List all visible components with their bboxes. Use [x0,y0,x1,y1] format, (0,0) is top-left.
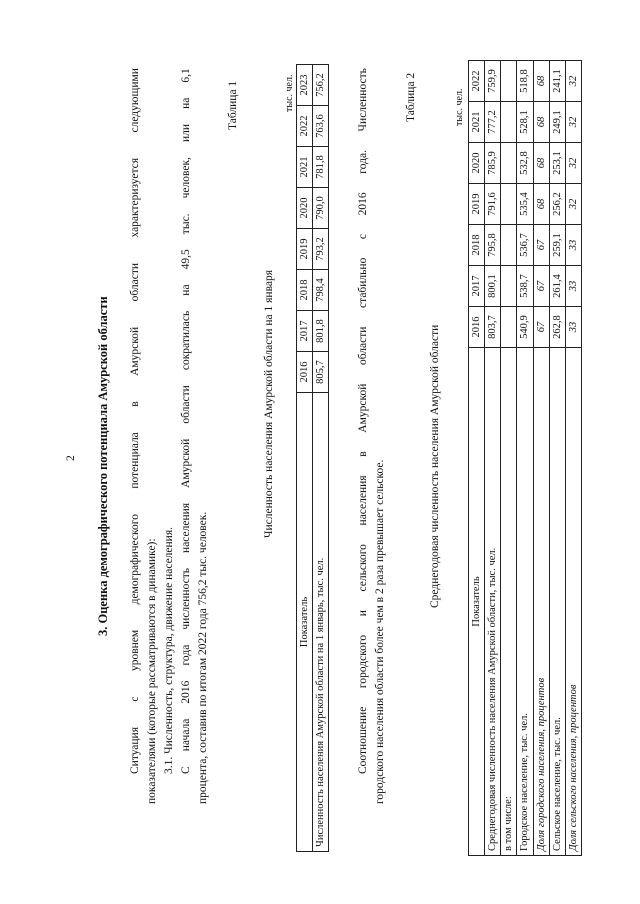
table-cell: 32 [565,143,581,184]
table-cell: 256,2 [549,184,565,225]
table-header-cell: 2022 [469,61,485,102]
table-row [533,61,549,856]
table-cell: 800,1 [485,266,501,307]
table-cell: 798,4 [313,270,329,311]
table1-unit: тыс. чел. [284,74,295,112]
table-header-cell: 2019 [297,229,313,270]
table-header-cell: 2023 [297,65,313,106]
table-cell: 528,1 [517,102,533,143]
table-cell: 756,2 [313,65,329,106]
table-cell [501,307,517,348]
intro-line4-w13: или [180,123,192,143]
table2-label: Таблица 2 [405,72,417,122]
table-cell: 536,7 [517,225,533,266]
table-header-cell: 2018 [297,270,313,311]
intro-line-3: 3.1. Численность, структура, движение населения. [163,527,175,774]
table-cell: 241,1 [549,61,565,102]
table-cell: 785,9 [485,143,501,184]
table-cell [501,266,517,307]
intro-line1-w3: демографического [129,514,141,605]
table-cell [501,102,517,143]
intro-line4-w4: численность [180,568,192,630]
para2-line1-w5: в [357,451,369,457]
table-cell: 262,8 [549,307,565,348]
table-cell: 67 [533,266,549,307]
intro-line4-w7: области [180,385,192,424]
table-row [565,61,581,856]
table-cell: 540,9 [517,307,533,348]
intro-line1-w5: в [129,401,141,407]
table-cell: 259,1 [549,225,565,266]
table-cell: 68 [533,184,549,225]
intro-line-4 [179,68,193,774]
intro-line4-w15: 6,1 [180,68,192,83]
table-cell: 805,7 [313,352,329,393]
intro-line4-w14: на [180,97,192,109]
intro-line4-w8: сократилась [180,310,192,371]
para2-line1-w10: 2016 [357,192,369,216]
table-cell: 32 [565,184,581,225]
table-header-cell: 2020 [297,188,313,229]
table-cell [501,143,517,184]
para2-line1-w4: населения [357,475,369,526]
table-cell: 67 [533,307,549,348]
table1 [296,64,329,852]
table-header-cell: 2022 [297,106,313,147]
table-cell: 68 [533,102,549,143]
table-cell: 538,7 [517,266,533,307]
intro-line-1 [128,68,142,774]
table-cell: 68 [533,143,549,184]
table2-unit: тыс. чел. [454,88,465,126]
table-cell [501,184,517,225]
table-cell: 518,8 [517,61,533,102]
table1-title: Численность населения Амурской области на 1 января [263,269,275,538]
table-cell: 777,2 [485,102,501,143]
table-cell [501,225,517,266]
para2-line1-w8: стабильно [357,257,369,308]
table-cell: 791,6 [485,184,501,225]
table-cell: Доля сельского населения, процентов [565,348,581,856]
table-header-cell: Показатель [469,348,485,856]
table-row [313,65,329,852]
table-header-cell: 2019 [469,184,485,225]
table-cell: 793,2 [313,229,329,270]
intro-line1-w6: Амурской [129,326,141,376]
table-header-cell: 2017 [297,311,313,352]
table-cell: 68 [533,61,549,102]
table-cell: 790,0 [313,188,329,229]
intro-line1-w1: с [129,696,141,702]
table-row [501,61,517,856]
intro-line4-w5: населения [180,502,192,553]
table-cell: 253,1 [549,143,565,184]
intro-line4-w9: на [180,284,192,296]
table-cell: Численность населения Амурской области на 1 январь, тыс. чел. [313,393,329,852]
table-cell: 33 [565,266,581,307]
table-cell: Среднегодовая численность населения Амурской области, тыс. чел. [485,348,501,856]
table-header-cell: 2021 [469,102,485,143]
para2-line1-w1: городского [357,634,369,689]
table-cell: 67 [533,225,549,266]
table-cell: Сельское население, тыс. чел. [549,348,565,856]
table2-title: Среднегодовая численность населения Амурской области [429,324,441,608]
table-header-row [297,65,313,852]
intro-line4-w3: года [180,644,192,666]
table-header-row [469,61,485,856]
table-row [485,61,501,856]
table-cell: 535,4 [517,184,533,225]
intro-line4-w6: Амурской [180,438,192,488]
table-cell: 781,8 [313,147,329,188]
table-header-cell: 2017 [469,266,485,307]
para2-line1-w0: Соотношение [357,706,369,774]
intro-line1-w2: уровнем [129,629,141,672]
table-cell: в том числе: [501,348,517,856]
para2-line1-w7: области [357,326,369,366]
intro-line-2: показателями (которые рассматриваются в динамике): [146,538,158,804]
table-cell: 261,4 [549,266,565,307]
table-cell [501,61,517,102]
table-cell: Доля городского населения, процентов [533,348,549,856]
table-header-cell: 2021 [297,147,313,188]
para2-line1-w6: Амурской [357,383,369,433]
para2-line-2: городского населения области более чем в 2 раза превышает сельское. [374,459,386,804]
table-cell: 249,1 [549,102,565,143]
intro-line4-w10: 49,5 [180,249,192,270]
table-cell: 759,9 [485,61,501,102]
intro-line1-w0: Ситуация [129,727,141,774]
table-row [517,61,533,856]
para2-line-1 [356,68,370,774]
table1-label: Таблица 1 [227,80,239,130]
table-cell: 803,7 [485,307,501,348]
intro-line1-w9: следующими [129,68,141,133]
table-cell: 33 [565,307,581,348]
intro-line-5: процента, составив по итогам 2022 года 756,2 тыс. человек. [197,511,209,804]
intro-line1-w8: характеризуется [129,157,141,238]
para2-line1-w3: сельского [357,544,369,592]
para2-line1-w9: с [357,233,369,240]
para2-line1-w11: года. [357,150,369,174]
table-cell: 32 [565,61,581,102]
intro-line4-w1: начала [180,718,192,752]
table-header-cell: 2016 [297,352,313,393]
intro-line4-w11: тыс. [180,213,192,235]
table-header-cell: 2020 [469,143,485,184]
table2 [468,60,582,856]
para2-line1-w12: Численность [357,68,369,132]
table-cell: Городское население, тыс. чел. [517,348,533,856]
table-cell: 763,6 [313,106,329,147]
table-cell: 801,8 [313,311,329,352]
intro-line4-w12: человек, [180,157,192,199]
table-cell: 532,8 [517,143,533,184]
table-cell: 32 [565,102,581,143]
table-header-cell: 2018 [469,225,485,266]
table-header-cell: Показатель [297,393,313,852]
intro-line1-w7: области [129,262,141,302]
section-heading: 3. Оценка демографического потенциала Амурской области [96,296,110,636]
intro-line4-w2: 2016 [180,680,192,704]
table-header-cell: 2016 [469,307,485,348]
table-cell: 33 [565,225,581,266]
intro-line1-w4: потенциала [129,432,141,489]
para2-line1-w2: и [357,610,369,617]
table-cell: 795,8 [485,225,501,266]
table-row [549,61,565,856]
page-number: 2 [65,455,77,461]
intro-line4-w0: С [180,766,192,774]
